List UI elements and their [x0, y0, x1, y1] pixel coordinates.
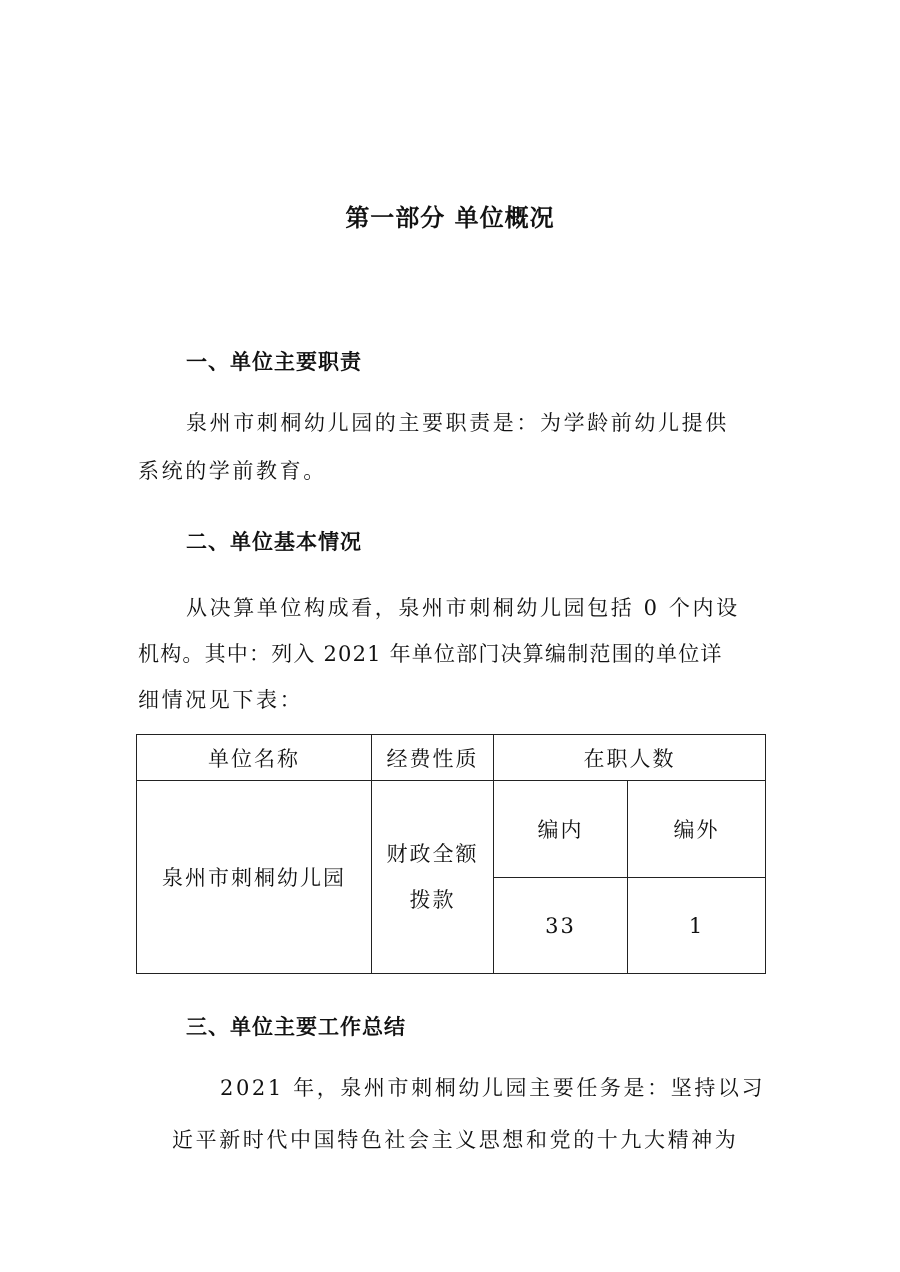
unit-info-table	[136, 734, 766, 974]
cell-unit-name: 泉州市刺桐幼儿园	[137, 781, 372, 974]
section-heading-duties: 一、单位主要职责	[186, 350, 362, 374]
cell-funding-type	[372, 781, 494, 974]
paragraph-line: 系统的学前教育。	[138, 459, 327, 483]
header-funding-type: 经费性质	[372, 735, 494, 781]
section-heading-basic-info: 二、单位基本情况	[186, 530, 362, 554]
cell-out-quota: 1	[628, 878, 766, 974]
table-header-row	[137, 735, 766, 781]
funding-line: 财政全额	[386, 842, 479, 866]
cell-in-quota: 33	[494, 878, 628, 974]
header-unit-name: 单位名称	[137, 735, 372, 781]
paragraph-line: 泉州市刺桐幼儿园的主要职责是：为学龄前幼儿提供	[186, 411, 729, 435]
subheader-in-quota: 编内	[494, 781, 628, 878]
paragraph-line: 从决算单位构成看，泉州市刺桐幼儿园包括 0 个内设	[186, 596, 740, 620]
page-title: 第一部分 单位概况	[345, 204, 555, 232]
subheader-out-quota: 编外	[628, 781, 766, 878]
paragraph-line: 近平新时代中国特色社会主义思想和党的十九大精神为	[172, 1128, 739, 1152]
header-staff-count: 在职人数	[494, 735, 766, 781]
paragraph-line: 细情况见下表：	[138, 688, 304, 712]
table-subheader-row	[137, 781, 766, 878]
paragraph-line: 机构。其中：列入 2021 年单位部门决算编制范围的单位详	[138, 642, 723, 666]
funding-line: 拨款	[409, 888, 456, 912]
section-heading-work-summary: 三、单位主要工作总结	[186, 1015, 406, 1039]
paragraph-line: 2021 年，泉州市刺桐幼儿园主要任务是：坚持以习	[220, 1076, 766, 1100]
